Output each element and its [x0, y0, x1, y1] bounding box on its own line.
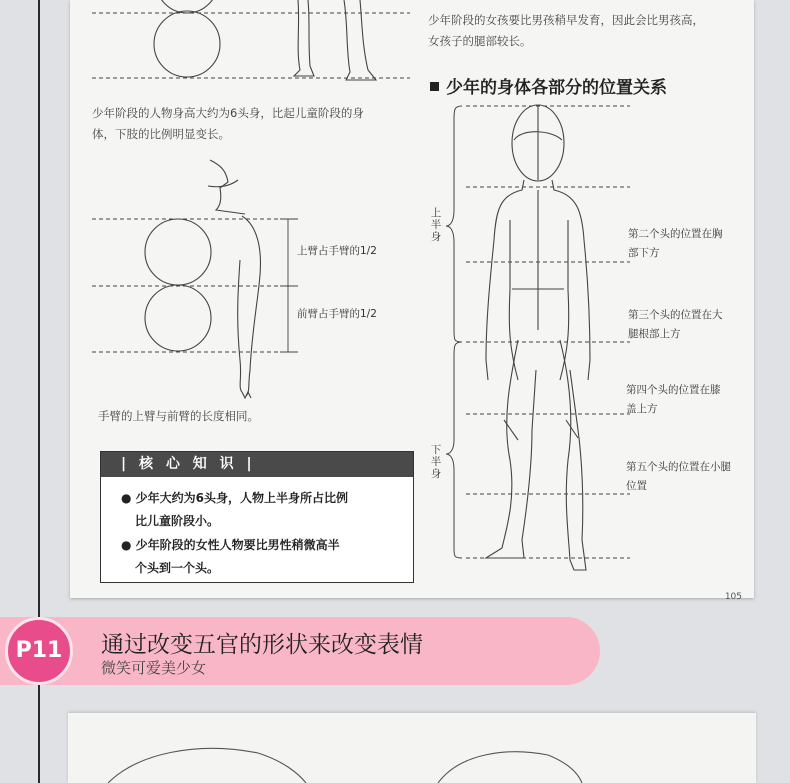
note-head5 — [626, 458, 731, 496]
note-head4 — [626, 381, 721, 419]
section-badge: P11 — [5, 617, 73, 685]
intro-text — [428, 10, 748, 52]
square-bullet-icon — [430, 82, 439, 91]
key-point-line: 比儿童阶段小。 — [135, 514, 220, 528]
caption-six-heads — [92, 103, 412, 145]
section-title-text: 少年的身体各部分的位置关系 — [446, 78, 667, 98]
note-line: 位置 — [626, 480, 647, 492]
caption-line: 少年阶段的人物身高大约为6头身，比起儿童阶段的身 — [92, 106, 364, 120]
note-line: 第二个头的位置在胸 — [628, 228, 723, 240]
key-point-line: 个头到一个头。 — [135, 561, 220, 575]
upper-body-label: 上半身 — [430, 207, 442, 243]
key-point-line: ● 少年阶段的女性人物要比男性稍微高半 — [121, 538, 340, 552]
note-line: 腿根部上方 — [628, 328, 681, 340]
intro-line: 女孩子的腿部较长。 — [428, 34, 532, 48]
banner-subtitle: 微笑可爱美少女 — [101, 659, 207, 677]
key-knowledge-box — [100, 451, 414, 583]
face-sketches — [68, 713, 756, 783]
next-page-preview — [68, 713, 756, 783]
note-line: 部下方 — [628, 247, 660, 259]
key-point — [121, 534, 340, 580]
key-point-line: ● 少年大约为6头身，人物上半身所占比例 — [121, 491, 348, 505]
note-line: 盖上方 — [626, 403, 658, 415]
caption-line: 体，下肢的比例明显变长。 — [92, 127, 230, 141]
banner-title: 通过改变五官的形状来改变表情 — [101, 632, 423, 658]
key-point — [121, 487, 348, 533]
note-line: 第五个头的位置在小腿 — [626, 461, 731, 473]
book-page — [70, 0, 754, 602]
intro-line: 少年阶段的女孩要比男孩稍早发育，因此会比男孩高， — [428, 13, 704, 27]
upper-arm-label: 上臂占手臂的1/2 — [297, 245, 377, 257]
head-circle — [154, 11, 220, 77]
key-knowledge-title: | 核 心 知 识 | — [101, 452, 413, 477]
note-line: 第四个头的位置在膝 — [626, 384, 721, 396]
caption-arm: 手臂的上臂与前臂的长度相同。 — [98, 409, 259, 423]
note-head2 — [628, 225, 723, 263]
page-number: 105 — [724, 592, 742, 602]
lower-body-label: 下半身 — [430, 444, 442, 480]
forearm-label: 前臂占手臂的1/2 — [297, 308, 377, 320]
note-head3 — [628, 306, 723, 344]
section-title — [430, 73, 667, 98]
note-line: 第三个头的位置在大 — [628, 309, 723, 321]
